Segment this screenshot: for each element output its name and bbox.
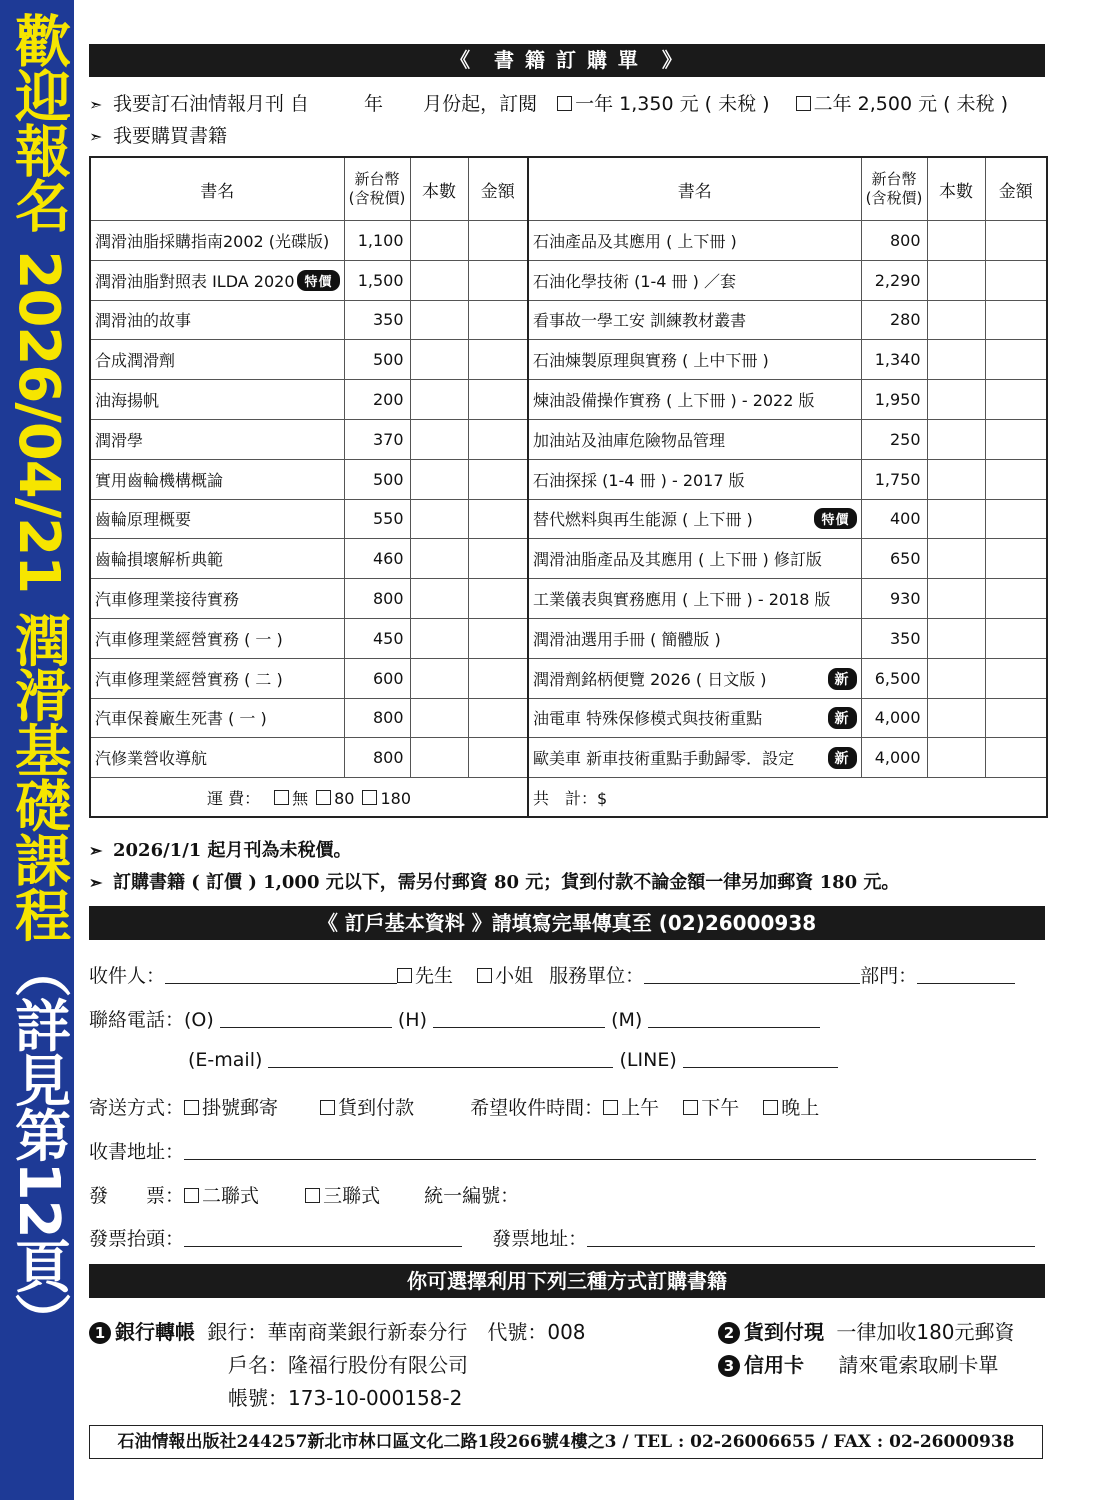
book-price: 800 [861,221,927,261]
year-label: 年 [364,93,384,115]
book-qty-input[interactable] [927,300,985,340]
cod-label: 貨到付款 [338,1097,415,1119]
note-1-text: 2026/1/1 起月刊為未稅價。 [113,840,352,861]
line-label: (LINE) [619,1049,677,1071]
table-row [90,340,1047,380]
book-name: 齒輪損壞解析典範 [90,539,344,579]
book-amount-input[interactable] [985,419,1047,459]
invoice-addr-label: 發票地址： [492,1228,588,1250]
book-price: 500 [344,459,410,499]
book-amount-input[interactable] [468,260,528,300]
book-name: 汽車修理業經營實務 ( 二 ) [90,658,344,698]
book-price: 500 [344,340,410,380]
book-qty-input[interactable] [410,579,468,619]
account-name: 戶名：隆福行股份有限公司 [228,1353,468,1377]
payment-title: 你可選擇利用下列三種方式訂購書籍 [89,1264,1045,1298]
table-row [90,300,1047,340]
customer-title: 《 訂戶基本資料 》請填寫完畢傳真至 (02)26000938 [89,906,1045,940]
book-name: 石油產品及其應用 ( 上下冊 ) [528,221,861,261]
table-row [90,459,1047,499]
book-name: 潤滑油脂對照表 ILDA 2020 特價 [90,260,344,300]
book-qty-input[interactable] [927,698,985,738]
book-qty-input[interactable] [927,539,985,579]
table-row [90,380,1047,420]
sidebar-banner [0,0,74,1500]
note-1 [89,836,352,862]
book-price: 1,100 [344,221,410,261]
book-qty-input[interactable] [927,618,985,658]
book-name: 加油站及油庫危險物品管理 [528,419,861,459]
book-price: 800 [344,698,410,738]
am-checkbox[interactable] [603,1100,618,1115]
buy-books-line [89,121,227,148]
table-row [90,618,1047,658]
book-qty-input[interactable] [410,300,468,340]
header-amount: 金額 [468,157,528,221]
book-amount-input[interactable] [468,738,528,778]
evening-label: 晚上 [781,1097,820,1119]
book-name: 潤滑油脂產品及其應用 ( 上下冊 ) 修訂版 [528,539,861,579]
book-name: 潤滑油脂採購指南2002 (光碟版) [90,221,344,261]
arrow-icon: ➣ [89,95,103,114]
book-price: 370 [344,419,410,459]
book-name: 歐美車 新車技術重點手動歸零．設定 新 [528,738,861,778]
shipping-80-label: 80 [334,788,355,808]
invoice-title-row [89,1224,1035,1251]
book-name: 石油化學技術 (1-4 冊 ) ／套 [528,260,861,300]
book-qty-input[interactable] [410,260,468,300]
table-row [90,539,1047,579]
card-desc: 請來電索取刷卡單 [838,1353,999,1377]
bank-transfer-block [89,1316,586,1345]
cod-block [718,1316,1015,1345]
time-label: 希望收件時間： [470,1097,604,1119]
header-qty: 本數 [927,157,985,221]
book-amount-input[interactable] [468,539,528,579]
book-price: 4,000 [861,738,927,778]
book-name: 替代燃料與再生能源 ( 上下冊 ) 特價 [528,499,861,539]
book-qty-input[interactable] [410,499,468,539]
book-amount-input[interactable] [985,300,1047,340]
one-year-option: 一年 1,350 元 ( 未稅 ) [575,93,770,115]
book-qty-input[interactable] [410,340,468,380]
one-year-checkbox[interactable] [557,96,572,111]
cod-desc: 一律加收180元郵資 [836,1320,1015,1344]
number-badge-3: 3 [718,1355,740,1377]
book-price: 600 [344,658,410,698]
recipient-row [89,961,1015,988]
subscribe-line [89,89,1008,116]
delivery-row [89,1093,819,1120]
book-qty-input[interactable] [927,221,985,261]
address-label: 收書地址： [89,1141,185,1163]
book-name: 潤滑劑銘柄便覽 2026 ( 日文版 ) 新 [528,658,861,698]
book-price: 6,500 [861,658,927,698]
sidebar-welcome: 歡迎報名 [6,12,71,232]
mr-checkbox[interactable] [397,968,412,983]
recipient-label: 收件人： [89,965,166,987]
book-price: 460 [344,539,410,579]
book-name: 石油煉製原理與實務 ( 上中下冊 ) [528,340,861,380]
book-qty-input[interactable] [410,698,468,738]
book-price: 200 [344,380,410,420]
shipping-180-checkbox[interactable] [362,790,377,805]
card-block [718,1349,998,1378]
mr-label: 先生 [415,965,454,987]
book-qty-input[interactable] [410,459,468,499]
shipping-none-label: 無 [292,788,309,808]
account-number: 帳號：173-10-000158-2 [228,1386,463,1410]
phone-h-input[interactable] [433,1009,605,1028]
buy-books-label: 我要購買書籍 [113,125,228,147]
shipping-cell [90,778,528,818]
book-amount-input[interactable] [468,579,528,619]
table-row [90,499,1047,539]
book-name: 汽車保養廠生死書 ( 一 ) [90,698,344,738]
total-cell[interactable] [528,778,1047,818]
email-input[interactable] [268,1049,613,1068]
book-name: 汽車修理業接待實務 [90,579,344,619]
book-qty-input[interactable] [410,738,468,778]
book-qty-input[interactable] [927,738,985,778]
unit-label: 服務單位： [549,965,645,987]
book-amount-input[interactable] [468,618,528,658]
book-amount-input[interactable] [985,658,1047,698]
book-qty-input[interactable] [410,618,468,658]
book-amount-input[interactable] [985,738,1047,778]
order-form-title: 《 書 籍 訂 購 單 》 [89,44,1045,77]
book-qty-input[interactable] [927,459,985,499]
recipient-input[interactable] [165,965,397,984]
book-amount-input[interactable] [468,658,528,698]
number-badge-1: 1 [89,1322,111,1344]
bank-info: 銀行：華南商業銀行新泰分行 代號：008 [207,1320,586,1344]
book-qty-input[interactable] [927,380,985,420]
book-price: 1,950 [861,380,927,420]
dept-label: 部門： [860,965,918,987]
book-name: 油電車 特殊保修模式與技術重點 新 [528,698,861,738]
special-price-badge-icon: 特價 [297,270,339,291]
shipping-180-label: 180 [380,788,411,808]
shipping-row [90,778,1047,818]
pm-label: 下午 [701,1097,740,1119]
book-price: 400 [861,499,927,539]
book-amount-input[interactable] [985,459,1047,499]
sidebar-see-page: （詳見第12頁） [6,941,71,1348]
arrow-icon: ➣ [89,127,103,146]
book-price: 250 [861,419,927,459]
invoice-label: 發 票： [89,1185,185,1207]
header-qty: 本數 [410,157,468,221]
phone-m-input[interactable] [648,1009,820,1028]
header-name: 書名 [528,157,861,221]
book-amount-input[interactable] [985,618,1047,658]
book-price: 2,290 [861,260,927,300]
book-qty-input[interactable] [927,499,985,539]
book-price: 4,000 [861,698,927,738]
month-label: 月份起，訂閱 [423,93,538,115]
book-amount-input[interactable] [468,300,528,340]
ms-checkbox[interactable] [477,968,492,983]
invoice-row [89,1181,519,1208]
dept-input[interactable] [917,965,1015,984]
total-label: 共 計：$ [533,788,608,808]
book-name: 潤滑油的故事 [90,300,344,340]
subscribe-prefix: 我要訂石油情報月刊 自 [113,93,310,115]
book-price: 800 [344,579,410,619]
book-amount-input[interactable] [985,221,1047,261]
shipping-none-checkbox[interactable] [274,790,289,805]
pm-checkbox[interactable] [683,1100,698,1115]
phone-h-label: (H) [397,1009,427,1031]
new-badge-icon: 新 [828,707,857,729]
book-name: 合成潤滑劑 [90,340,344,380]
book-amount-input[interactable] [468,459,528,499]
invoice-addr-input[interactable] [587,1228,1035,1247]
line-input[interactable] [683,1049,838,1068]
book-qty-input[interactable] [927,579,985,619]
trip-checkbox[interactable] [305,1188,320,1203]
books-table [89,156,1048,818]
book-name: 石油探採 (1-4 冊 ) - 2017 版 [528,459,861,499]
header-price: 新台幣 (含稅價) [861,157,927,221]
book-price: 280 [861,300,927,340]
book-qty-input[interactable] [927,658,985,698]
shipping-label: 運 費： [206,788,261,808]
sidebar-course: 2026/04/21 潤滑基礎課程 [6,250,71,942]
invoice-title-label: 發票抬頭： [89,1228,185,1250]
book-name: 煉油設備操作實務 ( 上下冊 ) - 2022 版 [528,380,861,420]
header-price: 新台幣 (含稅價) [344,157,410,221]
header-amount: 金額 [985,157,1047,221]
email-row [188,1049,838,1071]
book-qty-input[interactable] [927,260,985,300]
book-qty-input[interactable] [410,380,468,420]
book-name: 看事故一學工安 訓練教材叢書 [528,300,861,340]
delivery-label: 寄送方式： [89,1097,185,1119]
book-name: 工業儀表與實務應用 ( 上下冊 ) - 2018 版 [528,579,861,619]
footer-address: 石油情報出版社244257新北市林口區文化二路1段266號4樓之3 / TEL : 02-26006655 / FAX : 02-26000938 [89,1425,1043,1459]
book-name: 齒輪原理概要 [90,499,344,539]
header-name: 書名 [90,157,344,221]
cod-checkbox[interactable] [320,1100,335,1115]
book-amount-input[interactable] [985,260,1047,300]
arrow-icon: ➣ [89,873,103,892]
book-amount-input[interactable] [468,499,528,539]
dup-label: 二聯式 [202,1185,260,1207]
book-name: 汽車修理業經營實務 ( 一 ) [90,618,344,658]
registered-checkbox[interactable] [184,1100,199,1115]
note-2 [89,868,899,894]
registered-label: 掛號郵寄 [202,1097,279,1119]
book-amount-input[interactable] [985,539,1047,579]
table-row [90,698,1047,738]
book-price: 1,340 [861,340,927,380]
two-year-checkbox[interactable] [796,96,811,111]
table-row [90,419,1047,459]
shipping-80-checkbox[interactable] [316,790,331,805]
book-price: 1,500 [344,260,410,300]
table-row [90,579,1047,619]
note-2-text: 訂購書籍 ( 訂價 ) 1,000 元以下，需另付郵資 80 元；貨到付款不論金額一律另加郵資 180 元。 [113,872,900,893]
evening-checkbox[interactable] [763,1100,778,1115]
number-badge-2: 2 [718,1322,740,1344]
table-row [90,260,1047,300]
special-price-badge-icon: 特價 [814,508,856,529]
invoice-title-input[interactable] [184,1228,462,1247]
book-price: 550 [344,499,410,539]
arrow-icon: ➣ [89,841,103,860]
sidebar-text [2,12,72,1348]
new-badge-icon: 新 [828,668,857,690]
address-input[interactable] [184,1141,1036,1160]
table-header-row [90,157,1047,221]
bank-title: 銀行轉帳 [115,1320,195,1344]
phone-m-label: (M) [611,1009,643,1031]
book-amount-input[interactable] [468,221,528,261]
email-label: (E-mail) [188,1049,263,1071]
dup-checkbox[interactable] [184,1188,199,1203]
table-row [90,738,1047,778]
table-row [90,658,1047,698]
book-price: 800 [344,738,410,778]
book-qty-input[interactable] [410,658,468,698]
card-title: 信用卡 [744,1353,804,1377]
book-amount-input[interactable] [985,499,1047,539]
book-price: 350 [861,618,927,658]
unit-input[interactable] [644,965,860,984]
address-row [89,1137,1036,1164]
ms-label: 小姐 [495,965,534,987]
book-qty-input[interactable] [410,419,468,459]
trip-label: 三聯式 [323,1185,381,1207]
new-badge-icon: 新 [828,747,857,769]
book-price: 1,750 [861,459,927,499]
book-amount-input[interactable] [468,698,528,738]
book-price: 350 [344,300,410,340]
book-amount-input[interactable] [468,419,528,459]
am-label: 上午 [621,1097,660,1119]
book-qty-input[interactable] [410,539,468,579]
book-price: 650 [861,539,927,579]
book-price: 930 [861,579,927,619]
book-amount-input[interactable] [468,340,528,380]
book-name: 汽修業營收導航 [90,738,344,778]
book-amount-input[interactable] [985,698,1047,738]
book-name: 潤滑學 [90,419,344,459]
book-amount-input[interactable] [468,380,528,420]
phone-o-label: 聯絡電話：(O) [89,1009,214,1031]
book-qty-input[interactable] [410,221,468,261]
book-name: 油海揚帆 [90,380,344,420]
book-qty-input[interactable] [927,419,985,459]
book-amount-input[interactable] [985,579,1047,619]
book-name: 潤滑油選用手冊 ( 簡體版 ) [528,618,861,658]
table-row [90,221,1047,261]
book-name: 實用齒輪機構概論 [90,459,344,499]
tax-id-label: 統一編號： [424,1185,520,1207]
cod-title: 貨到付現 [744,1320,824,1344]
book-price: 450 [344,618,410,658]
phone-row [89,1005,820,1032]
book-amount-input[interactable] [985,380,1047,420]
book-amount-input[interactable] [985,340,1047,380]
phone-o-input[interactable] [220,1009,392,1028]
two-year-option: 二年 2,500 元 ( 未稅 ) [813,93,1009,115]
book-qty-input[interactable] [927,340,985,380]
